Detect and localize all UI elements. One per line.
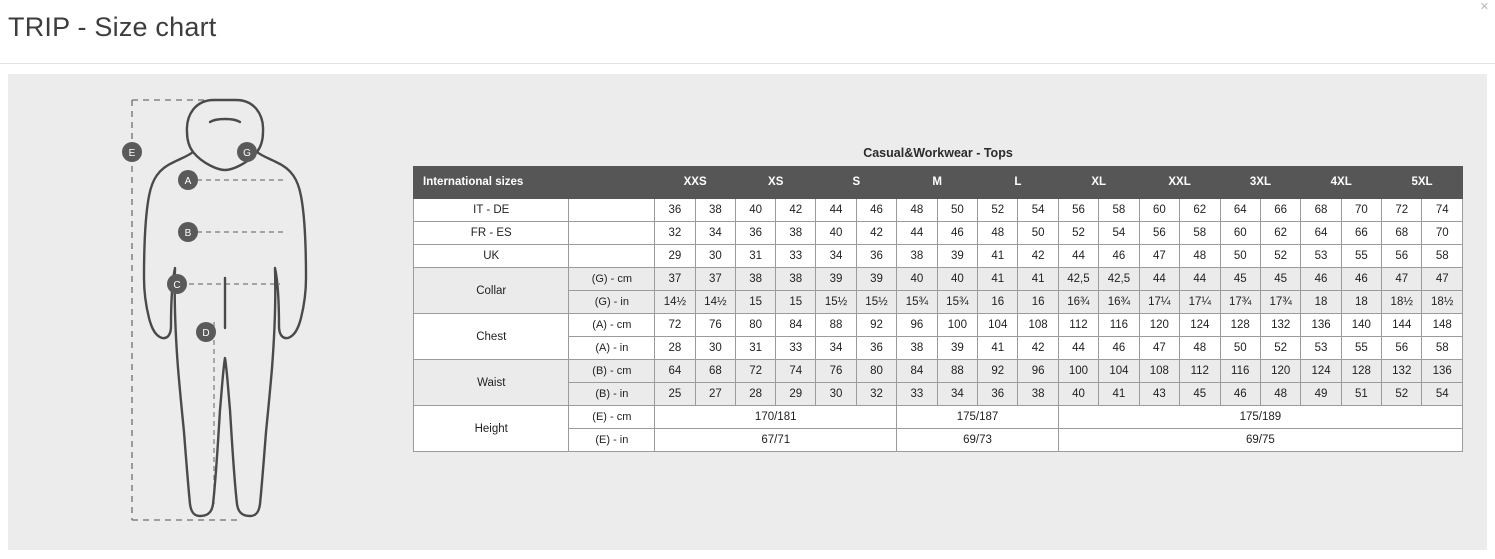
table-cell: 48: [1180, 245, 1220, 268]
table-cell: 34: [695, 222, 735, 245]
table-cell: 62: [1180, 199, 1220, 222]
header-size-xxl: XXL: [1139, 167, 1220, 199]
table-cell: 14½: [695, 291, 735, 314]
table-cell: 36: [736, 222, 776, 245]
table-cell: 76: [816, 360, 856, 383]
table-row: [414, 268, 1463, 291]
row-unit: (G) - in: [569, 291, 655, 314]
row-label: UK: [414, 245, 569, 268]
header-size-3xl: 3XL: [1220, 167, 1301, 199]
row-label: Height: [414, 406, 569, 452]
table-cell: 104: [1099, 360, 1139, 383]
table-cell: 84: [897, 360, 937, 383]
table-cell: 47: [1422, 268, 1463, 291]
table-cell: 56: [1139, 222, 1179, 245]
table-cell: 64: [1220, 199, 1260, 222]
table-cell: 100: [937, 314, 977, 337]
table-cell: 32: [655, 222, 695, 245]
table-cell: 41: [978, 337, 1018, 360]
table-cell: 48: [897, 199, 937, 222]
table-cell: 54: [1099, 222, 1139, 245]
table-cell: 68: [1382, 222, 1422, 245]
table-cell: 46: [1099, 245, 1139, 268]
table-cell: 40: [1058, 383, 1098, 406]
size-table-title: Casual&Workwear - Tops: [863, 146, 1013, 160]
table-cell: 46: [1301, 268, 1341, 291]
table-cell: 44: [897, 222, 937, 245]
table-cell: 28: [736, 383, 776, 406]
table-cell: 120: [1260, 360, 1300, 383]
table-cell: 15¾: [937, 291, 977, 314]
table-cell: 92: [978, 360, 1018, 383]
table-row: [414, 383, 1463, 406]
table-cell: 37: [695, 268, 735, 291]
table-cell: 28: [655, 337, 695, 360]
svg-text:C: C: [173, 280, 181, 291]
table-cell: 33: [897, 383, 937, 406]
table-cell: 14½: [655, 291, 695, 314]
row-unit: (B) - cm: [569, 360, 655, 383]
table-cell: 55: [1341, 245, 1381, 268]
table-cell: 72: [655, 314, 695, 337]
table-cell: 47: [1382, 268, 1422, 291]
table-cell: 41: [978, 245, 1018, 268]
table-cell: 43: [1139, 383, 1179, 406]
table-cell: 40: [937, 268, 977, 291]
header-unit-column: [569, 167, 655, 199]
body-measurement-diagram: [118, 92, 388, 532]
table-cell: 30: [695, 337, 735, 360]
table-header-row: [414, 167, 1463, 199]
table-cell: 44: [1058, 337, 1098, 360]
table-cell: 84: [776, 314, 816, 337]
table-cell: 42: [1018, 245, 1058, 268]
table-cell: 52: [1382, 383, 1422, 406]
table-cell: 50: [937, 199, 977, 222]
svg-text:B: B: [184, 228, 192, 239]
table-cell: 132: [1260, 314, 1300, 337]
table-cell: 54: [1422, 383, 1463, 406]
table-cell: 36: [856, 245, 896, 268]
table-cell: 32: [856, 383, 896, 406]
table-cell: 56: [1382, 337, 1422, 360]
table-cell: 52: [1260, 337, 1300, 360]
table-cell: 18: [1301, 291, 1341, 314]
table-cell: 15: [776, 291, 816, 314]
table-cell: 17¼: [1180, 291, 1220, 314]
table-cell: 46: [1341, 268, 1381, 291]
table-cell: 42,5: [1058, 268, 1098, 291]
table-cell: 33: [776, 245, 816, 268]
table-cell: 68: [695, 360, 735, 383]
table-cell-grouped: 69/73: [897, 429, 1059, 452]
table-cell: 46: [856, 199, 896, 222]
table-cell: 128: [1220, 314, 1260, 337]
table-row: [414, 337, 1463, 360]
header-size-s: S: [816, 167, 897, 199]
table-cell: 136: [1422, 360, 1463, 383]
table-cell: 38: [736, 268, 776, 291]
table-cell: 60: [1220, 222, 1260, 245]
table-cell: 50: [1018, 222, 1058, 245]
table-cell: 128: [1341, 360, 1381, 383]
table-cell: 31: [736, 245, 776, 268]
table-cell: 16: [978, 291, 1018, 314]
table-cell: 33: [776, 337, 816, 360]
table-cell: 80: [736, 314, 776, 337]
table-cell: 45: [1220, 268, 1260, 291]
size-chart-panel: [8, 74, 1487, 550]
table-cell: 58: [1180, 222, 1220, 245]
table-cell: 45: [1260, 268, 1300, 291]
table-cell: 16: [1018, 291, 1058, 314]
table-cell: 27: [695, 383, 735, 406]
table-cell: 48: [1260, 383, 1300, 406]
table-cell-grouped: 67/71: [655, 429, 897, 452]
row-unit: (A) - in: [569, 337, 655, 360]
table-cell-grouped: 175/189: [1058, 406, 1462, 429]
table-cell: 56: [1058, 199, 1098, 222]
table-row: [414, 222, 1463, 245]
table-row: [414, 314, 1463, 337]
table-cell: 40: [816, 222, 856, 245]
header-size-l: L: [978, 167, 1059, 199]
table-cell: 52: [1260, 245, 1300, 268]
table-cell: 39: [856, 268, 896, 291]
table-cell: 29: [776, 383, 816, 406]
table-cell-grouped: 69/75: [1058, 429, 1462, 452]
table-row: [414, 406, 1463, 429]
table-cell: 42: [776, 199, 816, 222]
table-cell: 16¾: [1099, 291, 1139, 314]
table-cell: 38: [695, 199, 735, 222]
table-cell: 15: [736, 291, 776, 314]
svg-text:D: D: [202, 328, 210, 339]
table-cell: 38: [897, 337, 937, 360]
table-cell: 66: [1260, 199, 1300, 222]
svg-text:E: E: [128, 148, 136, 159]
table-cell: 38: [1018, 383, 1058, 406]
table-cell: 53: [1301, 245, 1341, 268]
row-label: Collar: [414, 268, 569, 314]
table-row: [414, 291, 1463, 314]
table-cell: 136: [1301, 314, 1341, 337]
table-cell: 30: [816, 383, 856, 406]
size-table: [413, 166, 1463, 452]
table-cell: 70: [1341, 199, 1381, 222]
table-cell: 64: [1301, 222, 1341, 245]
table-cell: 116: [1099, 314, 1139, 337]
table-cell: 52: [1058, 222, 1098, 245]
size-table-body: [414, 199, 1463, 452]
title-divider: [0, 63, 1495, 64]
table-cell: 34: [816, 245, 856, 268]
row-unit: [569, 199, 655, 222]
table-cell: 42: [856, 222, 896, 245]
table-cell: 76: [695, 314, 735, 337]
table-cell: 42: [1018, 337, 1058, 360]
table-cell: 58: [1099, 199, 1139, 222]
table-cell: 72: [736, 360, 776, 383]
table-cell: 39: [937, 337, 977, 360]
table-cell: 30: [695, 245, 735, 268]
table-cell: 17¾: [1260, 291, 1300, 314]
table-cell: 46: [1220, 383, 1260, 406]
table-cell: 44: [1139, 268, 1179, 291]
table-cell: 49: [1301, 383, 1341, 406]
table-cell: 148: [1422, 314, 1463, 337]
table-cell: 53: [1301, 337, 1341, 360]
table-cell: 36: [856, 337, 896, 360]
table-cell: 25: [655, 383, 695, 406]
row-unit: [569, 245, 655, 268]
header-size-xxs: XXS: [655, 167, 736, 199]
table-cell: 50: [1220, 337, 1260, 360]
table-cell: 96: [897, 314, 937, 337]
table-cell: 58: [1422, 245, 1463, 268]
table-cell: 15¾: [897, 291, 937, 314]
table-cell: 41: [1099, 383, 1139, 406]
row-unit: (A) - cm: [569, 314, 655, 337]
row-unit: (B) - in: [569, 383, 655, 406]
table-cell: 36: [978, 383, 1018, 406]
table-cell: 66: [1341, 222, 1381, 245]
table-cell: 88: [816, 314, 856, 337]
table-cell: 40: [897, 268, 937, 291]
table-row: [414, 199, 1463, 222]
table-cell: 124: [1301, 360, 1341, 383]
row-unit: (E) - in: [569, 429, 655, 452]
row-label: FR - ES: [414, 222, 569, 245]
table-cell: 68: [1301, 199, 1341, 222]
table-cell: 47: [1139, 337, 1179, 360]
table-cell: 45: [1180, 383, 1220, 406]
table-cell: 15½: [816, 291, 856, 314]
table-cell: 74: [776, 360, 816, 383]
table-cell: 17¾: [1220, 291, 1260, 314]
table-cell: 58: [1422, 337, 1463, 360]
table-cell: 15½: [856, 291, 896, 314]
table-cell: 44: [1180, 268, 1220, 291]
table-cell: 60: [1139, 199, 1179, 222]
table-cell: 70: [1422, 222, 1463, 245]
table-cell: 39: [937, 245, 977, 268]
row-label: Chest: [414, 314, 569, 360]
table-cell: 92: [856, 314, 896, 337]
row-unit: (E) - cm: [569, 406, 655, 429]
table-cell: 88: [937, 360, 977, 383]
table-cell: 144: [1382, 314, 1422, 337]
table-cell: 52: [978, 199, 1018, 222]
table-cell: 104: [978, 314, 1018, 337]
table-cell: 51: [1341, 383, 1381, 406]
table-cell: 96: [1018, 360, 1058, 383]
table-cell: 34: [937, 383, 977, 406]
dialog-close-icon[interactable]: ✕: [1479, 1, 1489, 13]
row-label: IT - DE: [414, 199, 569, 222]
table-cell: 124: [1180, 314, 1220, 337]
header-size-4xl: 4XL: [1301, 167, 1382, 199]
header-size-xl: XL: [1058, 167, 1139, 199]
table-cell: 56: [1382, 245, 1422, 268]
table-cell: 72: [1382, 199, 1422, 222]
table-cell: 140: [1341, 314, 1381, 337]
table-cell: 36: [655, 199, 695, 222]
header-size-xs: XS: [736, 167, 816, 199]
table-cell: 100: [1058, 360, 1098, 383]
table-cell: 29: [655, 245, 695, 268]
table-cell: 31: [736, 337, 776, 360]
size-table-container: [413, 146, 1463, 452]
table-cell: 74: [1422, 199, 1463, 222]
table-cell: 64: [655, 360, 695, 383]
table-cell: 41: [1018, 268, 1058, 291]
table-cell-grouped: 175/187: [897, 406, 1059, 429]
table-cell: 112: [1180, 360, 1220, 383]
header-size-5xl: 5XL: [1382, 167, 1463, 199]
table-cell: 38: [897, 245, 937, 268]
table-cell: 18: [1341, 291, 1381, 314]
table-cell: 46: [937, 222, 977, 245]
header-international-sizes: International sizes: [414, 167, 569, 199]
table-cell: 16¾: [1058, 291, 1098, 314]
row-label: Waist: [414, 360, 569, 406]
table-cell: 108: [1018, 314, 1058, 337]
table-cell: 54: [1018, 199, 1058, 222]
row-unit: (G) - cm: [569, 268, 655, 291]
table-cell: 108: [1139, 360, 1179, 383]
table-row: [414, 360, 1463, 383]
table-cell: 116: [1220, 360, 1260, 383]
table-cell: 38: [776, 222, 816, 245]
table-cell: 48: [978, 222, 1018, 245]
table-cell: 37: [655, 268, 695, 291]
table-cell: 39: [816, 268, 856, 291]
table-cell: 44: [816, 199, 856, 222]
table-cell: 42,5: [1099, 268, 1139, 291]
table-cell: 18½: [1382, 291, 1422, 314]
table-cell-grouped: 170/181: [655, 406, 897, 429]
table-cell: 47: [1139, 245, 1179, 268]
table-row: [414, 429, 1463, 452]
table-cell: 34: [816, 337, 856, 360]
table-cell: 50: [1220, 245, 1260, 268]
table-row: [414, 245, 1463, 268]
table-cell: 40: [736, 199, 776, 222]
page-title: TRIP - Size chart: [8, 12, 217, 42]
table-cell: 48: [1180, 337, 1220, 360]
table-cell: 18½: [1422, 291, 1463, 314]
table-cell: 46: [1099, 337, 1139, 360]
svg-text:G: G: [243, 148, 251, 159]
table-cell: 38: [776, 268, 816, 291]
table-cell: 44: [1058, 245, 1098, 268]
table-cell: 62: [1260, 222, 1300, 245]
table-cell: 120: [1139, 314, 1179, 337]
header-size-m: M: [897, 167, 978, 199]
table-cell: 132: [1382, 360, 1422, 383]
table-cell: 55: [1341, 337, 1381, 360]
table-cell: 112: [1058, 314, 1098, 337]
table-cell: 17¼: [1139, 291, 1179, 314]
table-cell: 41: [978, 268, 1018, 291]
row-unit: [569, 222, 655, 245]
svg-text:A: A: [184, 176, 192, 187]
table-cell: 80: [856, 360, 896, 383]
